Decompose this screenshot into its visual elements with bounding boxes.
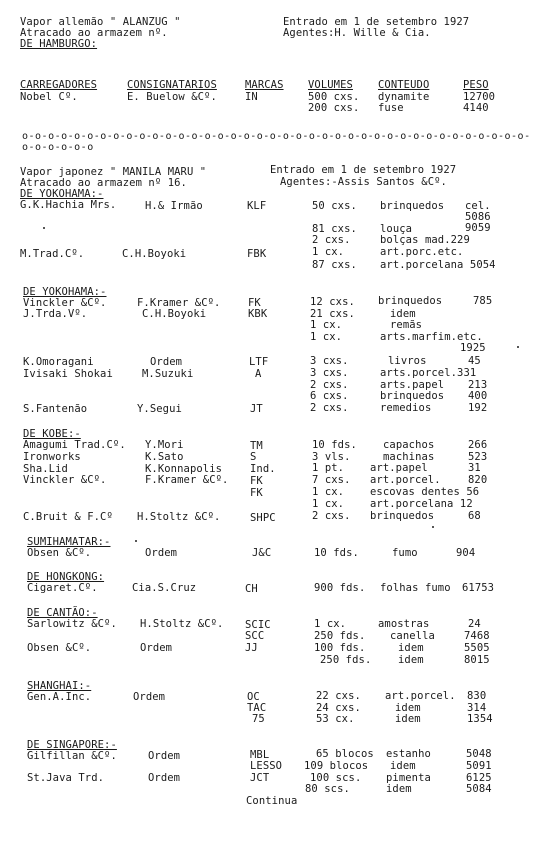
shipper: Ivisaki Shokai bbox=[23, 368, 113, 380]
volume: 10 fds. bbox=[312, 439, 357, 451]
volume: 200 cxs. bbox=[308, 102, 360, 114]
shipper: Amagumi Trad.Cº. bbox=[23, 439, 126, 451]
mark: S bbox=[250, 451, 257, 463]
weight: 820 bbox=[468, 474, 488, 486]
volume: 21 cxs. bbox=[310, 308, 355, 320]
weight: 12700 bbox=[463, 91, 496, 103]
consignee: C.H.Boyoki bbox=[142, 308, 207, 320]
continua-note: Continua bbox=[246, 795, 298, 807]
content: idem bbox=[386, 783, 412, 795]
consignee: Y.Segui bbox=[137, 403, 182, 415]
volume: 50 cxs. bbox=[312, 200, 357, 212]
weight: 5505 bbox=[464, 642, 490, 654]
volume: 65 blocos bbox=[316, 748, 374, 760]
weight: 1925 bbox=[460, 342, 486, 354]
volume: 7 cxs. bbox=[312, 474, 351, 486]
weight: 785 bbox=[473, 295, 493, 307]
volume: 250 fds. bbox=[314, 630, 366, 642]
mark: FBK bbox=[247, 248, 267, 260]
content: remedios bbox=[380, 402, 432, 414]
mark: SCC bbox=[245, 630, 265, 642]
ink-mark bbox=[135, 540, 137, 542]
consignee: Y.Mori bbox=[145, 439, 184, 451]
ink-mark bbox=[432, 526, 434, 528]
consignee: Ordem bbox=[145, 547, 178, 559]
content: louça bbox=[380, 223, 413, 235]
content: art.porcelana 12 bbox=[370, 498, 473, 510]
content: dynamite bbox=[378, 91, 430, 103]
shipper: St.Java Trd. bbox=[27, 772, 105, 784]
content: art.porc.etc. bbox=[380, 246, 464, 258]
weight: 192 bbox=[468, 402, 488, 414]
shipper: S.Fantenão bbox=[23, 403, 88, 415]
shipper: Nobel Cº. bbox=[20, 91, 78, 103]
weight: 31 bbox=[468, 462, 481, 474]
volume: 80 scs. bbox=[305, 783, 350, 795]
content: idem bbox=[395, 713, 421, 725]
mark: SHPC bbox=[250, 512, 276, 524]
weight: cel. bbox=[465, 200, 491, 212]
weight: 45 bbox=[468, 355, 481, 367]
weight: 24 bbox=[468, 618, 481, 630]
content: fuse bbox=[378, 102, 404, 114]
volume: 3 vls. bbox=[312, 451, 351, 463]
mark: A bbox=[255, 368, 262, 380]
weight: 4140 bbox=[463, 102, 489, 114]
volume: 1 cx. bbox=[312, 486, 345, 498]
header-contents: CONTEUDO bbox=[378, 79, 430, 91]
volume: 1 cx. bbox=[314, 618, 347, 630]
content: remãs bbox=[390, 319, 423, 331]
consignee: M.Suzuki bbox=[142, 368, 194, 380]
mark: Ind. bbox=[250, 463, 276, 475]
weight: 5091 bbox=[466, 760, 492, 772]
section-heading: DE CANTÃO:- bbox=[27, 607, 98, 619]
ink-mark bbox=[43, 227, 45, 229]
content: brinquedos bbox=[378, 295, 443, 307]
section-heading: SHANGHAI:- bbox=[27, 680, 92, 692]
mark: MBL bbox=[250, 749, 270, 761]
mark: IN bbox=[245, 91, 258, 103]
content: machinas bbox=[383, 451, 435, 463]
shipper: Obsen &Cº. bbox=[27, 642, 92, 654]
content: art.papel bbox=[370, 462, 428, 474]
shipper: Gilfillan &Cº. bbox=[27, 750, 117, 762]
separator-line: o-o-o-o-o-o-o-o-o-o-o-o-o-o-o-o-o-o-o-o-o-o-o-o-o-o-o-o-o-o-o-o-o-o-o-o-o-o-o-o-o-o-o-o-o bbox=[22, 131, 531, 153]
shipper: Cigaret.Cº. bbox=[27, 582, 98, 594]
consignee: C.H.Boyoki bbox=[122, 248, 187, 260]
mark: CH bbox=[245, 583, 258, 595]
mark: LTF bbox=[249, 356, 269, 368]
mark: SCIC bbox=[245, 619, 271, 631]
shipper: Ironworks bbox=[23, 451, 81, 463]
mark: FK bbox=[250, 487, 263, 499]
shipper: J.Trda.Vº. bbox=[23, 308, 88, 320]
mark: FK bbox=[250, 475, 263, 487]
ship1-agents: Agentes:H. Wille & Cia. bbox=[283, 27, 431, 39]
content: capachos bbox=[383, 439, 435, 451]
consignee: K.Sato bbox=[145, 451, 184, 463]
mark: J&C bbox=[252, 547, 272, 559]
volume: 100 scs. bbox=[310, 772, 362, 784]
shipper: Sarlowitz &Cº. bbox=[27, 618, 117, 630]
volume: 500 cxs. bbox=[308, 91, 360, 103]
ship2-agents: Agentes:-Assis Santos &Cº. bbox=[280, 176, 447, 188]
content: estanho bbox=[386, 748, 431, 760]
section-heading: SUMIHAMATAR:- bbox=[27, 536, 111, 548]
shipper: Sha.Lid bbox=[23, 463, 68, 475]
mark: 75 bbox=[252, 713, 265, 725]
header-weight: PESO bbox=[463, 79, 489, 91]
section-heading: DE YOKOHAMA:- bbox=[23, 286, 107, 298]
content: bolças mad.229 bbox=[380, 234, 470, 246]
shipper: K.Omoragani bbox=[23, 356, 94, 368]
ship1-entry: Entrado em 1 de setembro 1927 bbox=[283, 16, 470, 28]
weight: 9059 bbox=[465, 222, 491, 234]
consignee: Ordem bbox=[148, 772, 181, 784]
content: art.porcelana 5054 bbox=[380, 259, 496, 271]
shipper: Vinckler &Cº. bbox=[23, 297, 107, 309]
content: arts.papel bbox=[380, 379, 445, 391]
consignee: Cia.S.Cruz bbox=[132, 582, 197, 594]
volume: 2 cxs. bbox=[310, 402, 349, 414]
content: pimenta bbox=[386, 772, 431, 784]
shipper: Obsen &Cº. bbox=[27, 547, 92, 559]
mark: TAC bbox=[247, 702, 267, 714]
consignee: H.& Irmão bbox=[145, 200, 203, 212]
weight: 830 bbox=[467, 690, 487, 702]
ship1-origin: DE HAMBURGO: bbox=[20, 38, 98, 50]
content: art.porcel. bbox=[385, 690, 456, 702]
header-volumes: VOLUMES bbox=[308, 79, 353, 91]
consignee: K.Konnapolis bbox=[145, 463, 223, 475]
content: idem bbox=[390, 308, 416, 320]
shipper: G.K.Hachia Mrs. bbox=[20, 199, 117, 211]
shipper: C.Bruit & F.Cº bbox=[23, 511, 113, 523]
weight: 6125 bbox=[466, 772, 492, 784]
volume: 109 blocos bbox=[304, 760, 369, 772]
ship2-entry: Entrado em 1 de setembro 1927 bbox=[270, 164, 457, 176]
header-marks: MARCAS bbox=[245, 79, 284, 91]
volume: 1 cx. bbox=[312, 498, 345, 510]
volume: 3 cxs. bbox=[310, 367, 349, 379]
volume: 53 cx. bbox=[316, 713, 355, 725]
content: arts.marfim.etc. bbox=[380, 331, 483, 343]
shipper: Vinckler &Cº. bbox=[23, 474, 107, 486]
content: idem bbox=[398, 654, 424, 666]
content: arts.porcel.331 bbox=[380, 367, 477, 379]
volume: 100 fds. bbox=[314, 642, 366, 654]
volume: 2 cxs. bbox=[312, 234, 351, 246]
weight: 61753 bbox=[462, 582, 495, 594]
mark: KLF bbox=[247, 200, 267, 212]
weight: 8015 bbox=[464, 654, 490, 666]
mark: TM bbox=[250, 440, 263, 452]
content: folhas fumo bbox=[380, 582, 451, 594]
weight: 5084 bbox=[466, 783, 492, 795]
content: escovas dentes 56 bbox=[370, 486, 480, 498]
weight: 68 bbox=[468, 510, 481, 522]
section-heading: DE YOKOHAMA:- bbox=[20, 188, 104, 200]
content: brinquedos bbox=[370, 510, 435, 522]
section-heading: DE KOBE:- bbox=[23, 428, 81, 440]
weight: 314 bbox=[467, 702, 487, 714]
weight: 266 bbox=[468, 439, 488, 451]
content: brinquedos bbox=[380, 390, 445, 402]
mark: JT bbox=[250, 403, 263, 415]
ship2-title: Vapor japonez " MANILA MARU " bbox=[20, 166, 207, 178]
consignee: H.Stoltz &Cº. bbox=[137, 511, 221, 523]
volume: 1 cx. bbox=[312, 246, 345, 258]
consignee: F.Kramer &Cº. bbox=[137, 297, 221, 309]
section-heading: DE SINGAPORE:- bbox=[27, 739, 117, 751]
mark: JCT bbox=[250, 772, 270, 784]
content: idem bbox=[395, 702, 421, 714]
weight: 213 bbox=[468, 379, 488, 391]
mark: OC bbox=[247, 691, 260, 703]
volume: 2 cxs. bbox=[312, 510, 351, 522]
shipper: M.Trad.Cº. bbox=[20, 248, 85, 260]
volume: 10 fds. bbox=[314, 547, 359, 559]
weight: 5086 bbox=[465, 211, 491, 223]
content: livros bbox=[388, 355, 427, 367]
volume: 2 cxs. bbox=[310, 379, 349, 391]
consignee: Ordem bbox=[133, 691, 166, 703]
weight: 1354 bbox=[467, 713, 493, 725]
weight: 5048 bbox=[466, 748, 492, 760]
consignee: F.Kramer &Cº. bbox=[145, 474, 229, 486]
mark: LESSO bbox=[250, 760, 283, 772]
volume: 900 fds. bbox=[314, 582, 366, 594]
volume: 12 cxs. bbox=[310, 296, 355, 308]
shipper: Gen.A.Inc. bbox=[27, 691, 92, 703]
volume: 250 fds. bbox=[320, 654, 372, 666]
content: idem bbox=[398, 642, 424, 654]
mark: JJ bbox=[245, 642, 258, 654]
consignee: E. Buelow &Cº. bbox=[127, 91, 217, 103]
section-heading: DE HONGKONG: bbox=[27, 571, 105, 583]
volume: 22 cxs. bbox=[316, 690, 361, 702]
consignee: Ordem bbox=[150, 356, 183, 368]
volume: 1 pt. bbox=[312, 462, 345, 474]
consignee: H.Stoltz &Cº. bbox=[140, 618, 224, 630]
volume: 81 cxs. bbox=[312, 223, 357, 235]
volume: 6 cxs. bbox=[310, 390, 349, 402]
volume: 3 cxs. bbox=[310, 355, 349, 367]
weight: 904 bbox=[456, 547, 476, 559]
content: canella bbox=[390, 630, 435, 642]
ship1-berth: Atracado ao armazem nº. bbox=[20, 27, 168, 39]
content: fumo bbox=[392, 547, 418, 559]
content: idem bbox=[390, 760, 416, 772]
content: art.porcel. bbox=[370, 474, 441, 486]
weight: 7468 bbox=[464, 630, 490, 642]
volume: 1 cx. bbox=[310, 319, 343, 331]
weight: 400 bbox=[468, 390, 488, 402]
ship2-berth: Atracado ao armazem nº 16. bbox=[20, 177, 187, 189]
consignee: Ordem bbox=[148, 750, 181, 762]
content: amostras bbox=[378, 618, 430, 630]
header-consignees: CONSIGNATARIOS bbox=[127, 79, 217, 91]
volume: 87 cxs. bbox=[312, 259, 357, 271]
weight: 523 bbox=[468, 451, 488, 463]
volume: 24 cxs. bbox=[316, 702, 361, 714]
header-shippers: CARREGADORES bbox=[20, 79, 98, 91]
content: brinquedos bbox=[380, 200, 445, 212]
ship1-title: Vapor allemão " ALANZUG " bbox=[20, 16, 181, 28]
mark: FK bbox=[248, 297, 261, 309]
mark: KBK bbox=[248, 308, 268, 320]
volume: 1 cx. bbox=[310, 331, 343, 343]
ink-mark bbox=[517, 346, 519, 348]
consignee: Ordem bbox=[140, 642, 173, 654]
